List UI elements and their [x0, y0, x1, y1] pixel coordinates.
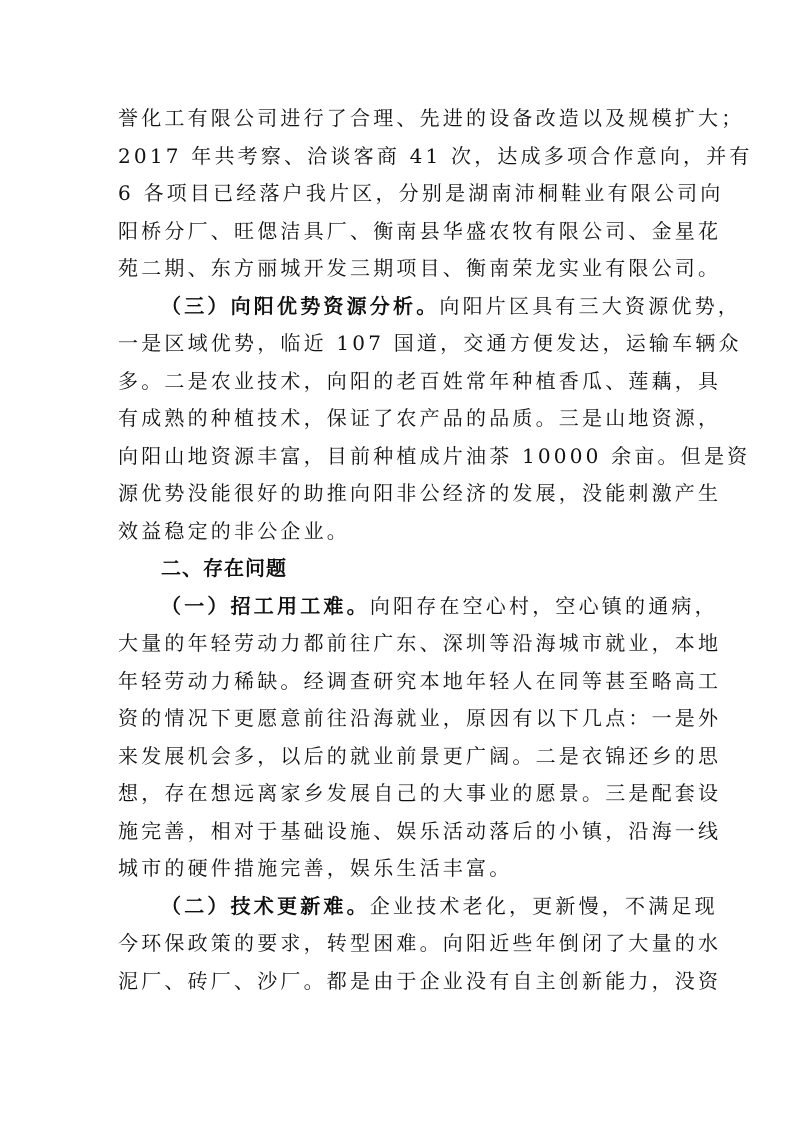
text-line: 2017 年共考察、洽谈客商 41 次，达成多项合作意向，并有 — [118, 143, 753, 168]
paragraph-recruitment-difficulty — [118, 588, 722, 888]
text-line — [118, 888, 718, 926]
text-fragment: 向阳片区具有三大资源优势， — [439, 293, 742, 318]
text-line: 城市的硬件措施完善，娱乐生活丰富。 — [118, 856, 513, 880]
subsection-title: （二）技术更新难。 — [161, 893, 370, 918]
text-line: 阳桥分厂、旺偲洁具厂、衡南县华盛农牧有限公司、金星花 — [118, 218, 722, 243]
text-line: 资的情况下更愿意前往沿海就业，原因有以下几点：一是外 — [118, 706, 722, 730]
text-line: 想，存在想远离家乡发展自己的大事业的愿景。三是配套设 — [118, 781, 722, 805]
text-line: 有成熟的种植技术，保证了农产品的品质。三是山地资源， — [118, 406, 722, 430]
text-line: 施完善，相对于基础设施、娱乐活动落后的小镇，沿海一线 — [118, 818, 722, 843]
text-fragment: 企业技术老化，更新慢，不满足现 — [369, 893, 718, 918]
text-line: 6 各项目已经落户我片区，分别是湖南沛桐鞋业有限公司向 — [118, 181, 724, 205]
text-line — [118, 588, 718, 626]
text-line: 效益稳定的非公企业。 — [118, 518, 350, 543]
text-line: 苑二期、东方丽城开发三期项目、衡南荣龙实业有限公司。 — [118, 256, 722, 280]
text-line: 向阳山地资源丰富，目前种植成片油茶 10000 余亩。但是资 — [118, 443, 751, 468]
text-line: 多。二是农业技术，向阳的老百姓常年种植香瓜、莲藕，具 — [118, 368, 722, 393]
document-body — [118, 100, 753, 1000]
text-line: 大量的年轻劳动力都前往广东、深圳等沿海城市就业，本地 — [118, 631, 722, 655]
paragraph-investment-projects — [118, 100, 753, 288]
text-line: 一是区域优势，临近 107 国道，交通方便发达，运输车辆众 — [118, 331, 742, 355]
subsection-title: （三）向阳优势资源分析。 — [161, 293, 440, 318]
text-line: 誉化工有限公司进行了合理、先进的设备改造以及规模扩大； — [118, 106, 745, 130]
text-line: 源优势没能很好的助推向阳非公经济的发展，没能刺激产生 — [118, 481, 722, 505]
text-line: 今环保政策的要求，转型困难。向阳近些年倒闭了大量的水 — [118, 931, 722, 955]
text-line: 来发展机会多，以后的就业前景更广阔。二是衣锦还乡的思 — [118, 743, 722, 768]
text-fragment: 向阳存在空心村，空心镇的通病， — [369, 593, 718, 618]
text-line: 泥厂、砖厂、沙厂。都是由于企业没有自主创新能力，没资 — [118, 968, 722, 993]
text-line — [118, 288, 742, 326]
section-heading: 二、存在问题 — [161, 556, 287, 580]
subsection-title: （一）招工用工难。 — [161, 593, 370, 618]
text-line: 年轻劳动力稀缺。经调查研究本地年轻人在同等甚至略高工 — [118, 668, 722, 693]
paragraph-technology-renewal — [118, 888, 722, 1001]
paragraph-resource-advantages — [118, 288, 751, 551]
